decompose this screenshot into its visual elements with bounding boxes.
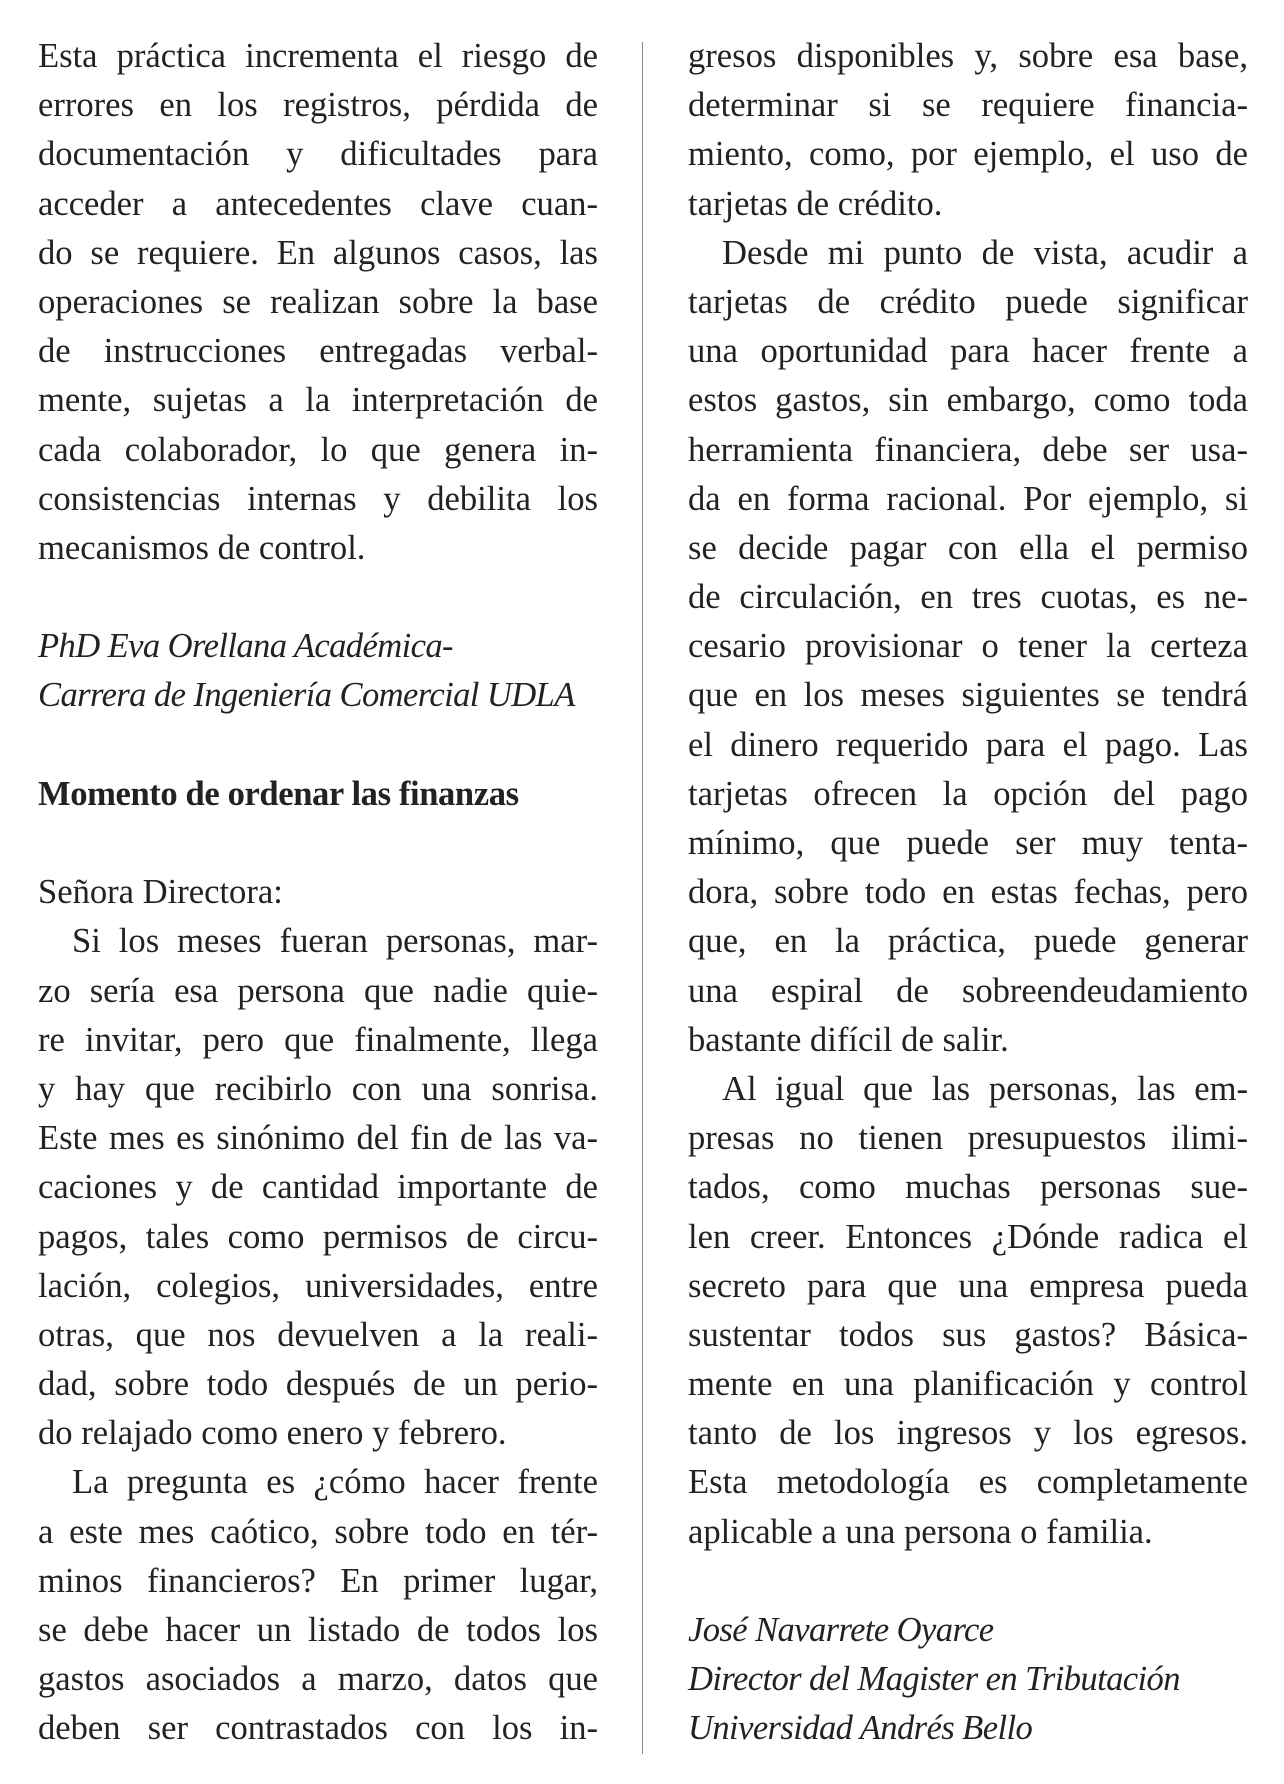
text-line: do relajado como enero y febrero. [38,1414,507,1453]
text-line: caciones y de cantidad importante de [38,1168,598,1207]
text-line: dora, sobre todo en estas fechas, pero [688,873,1248,912]
signature-line: Universidad Andrés Bello [688,1709,1033,1748]
text-line: minos financieros? En primer lugar, [38,1561,598,1600]
text-line: gresos disponibles y, sobre esa base, [688,37,1248,75]
text-line: Esta práctica incrementa el riesgo de [38,37,598,75]
text-line: miento, como, por ejemplo, el uso de [688,135,1248,174]
text-line: da en forma racional. Por ejemplo, si [688,479,1248,518]
text-line: que, en la práctica, puede generar [688,922,1248,961]
letter-title: Momento de ordenar las finanzas [38,774,519,813]
spacer [688,1557,1248,1606]
text-line: Desde mi punto de vista, acudir a [722,233,1248,272]
text-line: se debe hacer un listado de todos los [38,1611,598,1649]
text-line: mente, sujetas a la interpretación de [38,381,598,420]
text-line: tanto de los ingresos y los egresos. [688,1414,1248,1453]
text-line: secreto para que una empresa pueda [688,1266,1248,1305]
text-line: cada colaborador, lo que genera in- [38,430,598,469]
text-line: herramienta financiera, debe ser usa- [688,430,1248,469]
text-line: pagos, tales como permisos de circu- [38,1217,598,1256]
right-column [688,32,1248,1754]
text-line: presas no tienen presupuestos ilimi- [688,1119,1248,1158]
text-line: de circulación, en tres cuotas, es ne- [688,578,1248,617]
text-line: se decide pagar con ella el permiso [688,528,1248,567]
text-line: tados, como muchas personas sue- [688,1168,1248,1207]
text-line: mecanismos de control. [38,528,366,567]
text-line: dad, sobre todo después de un perio- [38,1365,598,1404]
text-line: una oportunidad para hacer frente a [688,332,1248,371]
text-line: acceder a antecedentes clave cuan- [38,184,598,223]
text-line: re invitar, pero que finalmente, llega [38,1020,598,1059]
text-line: Si los meses fueran personas, mar- [72,922,598,961]
text-line: estos gastos, sin embargo, como toda [688,381,1248,420]
signature-line: PhD Eva Orellana Académica- [38,627,453,666]
text-line: y hay que recibirlo con una sonrisa. [38,1069,598,1108]
paragraph-3 [688,229,1248,1065]
left-column [38,32,598,1754]
text-line: tarjetas de crédito. [688,184,943,223]
text-line: a este mes caótico, sobre todo en tér- [38,1512,598,1551]
text-line: gastos asociados a marzo, datos que [38,1660,598,1699]
text-line: aplicable a una persona o familia. [688,1512,1153,1551]
column-divider [642,42,643,1754]
text-line: len creer. Entonces ¿Dónde radica el [688,1217,1248,1256]
paragraph-2 [38,1458,598,1753]
spacer [38,573,598,622]
text-line: deben ser contrastados con los in- [38,1709,598,1748]
paragraph-1 [38,917,598,1458]
spacer [38,721,598,770]
text-line: bastante difícil de salir. [688,1020,1009,1059]
text-line: consistencias internas y debilita los [38,479,598,518]
author-signature-navarrete [688,1606,1248,1754]
text-line: documentación y dificultades para [38,135,598,174]
text-line: el dinero requerido para el pago. Las [688,725,1248,764]
text-line: errores en los registros, pérdida de [38,86,598,125]
paragraph-2-continued [688,32,1248,229]
text-line: de instrucciones entregadas verbal- [38,332,598,371]
text-line: cesario provisionar o tener la certeza [688,627,1248,666]
text-line: Este mes es sinónimo del fin de las va- [38,1119,598,1158]
signature-line: José Navarrete Oyarce [688,1611,994,1649]
text-line: mínimo, que puede ser muy tenta- [688,824,1248,862]
text-line: tarjetas de crédito puede significar [688,282,1248,321]
text-line: Al igual que las personas, las em- [722,1069,1248,1108]
signature-line: Director del Magister en Tributación [688,1660,1180,1699]
text-line: operaciones se realizan sobre la base [38,282,598,321]
text-line: que en los meses siguientes se tendrá [688,676,1248,715]
text-line: tarjetas ofrecen la opción del pago [688,774,1248,813]
text-line: determinar si se requiere financia- [688,86,1248,125]
text-line: La pregunta es ¿cómo hacer frente [72,1463,598,1502]
text-line: una espiral de sobreendeudamiento [688,971,1248,1010]
signature-line: Carrera de Ingeniería Comercial UDLA [38,676,575,715]
text-line: do se requiere. En algunos casos, las [38,233,598,272]
spacer [38,819,598,868]
intro-paragraph [38,32,598,573]
author-signature-orellana [38,622,598,720]
text-line: otras, que nos devuelven a la reali- [38,1315,598,1354]
text-line: sustentar todos sus gastos? Básica- [688,1315,1248,1354]
text-line: zo sería esa persona que nadie quie- [38,971,598,1010]
salutation: Señora Directora: [38,873,283,912]
text-line: mente en una planificación y control [688,1365,1248,1404]
text-line: lación, colegios, universidades, entre [38,1266,598,1305]
text-line: Esta metodología es completamente [688,1463,1248,1502]
paragraph-4 [688,1065,1248,1557]
